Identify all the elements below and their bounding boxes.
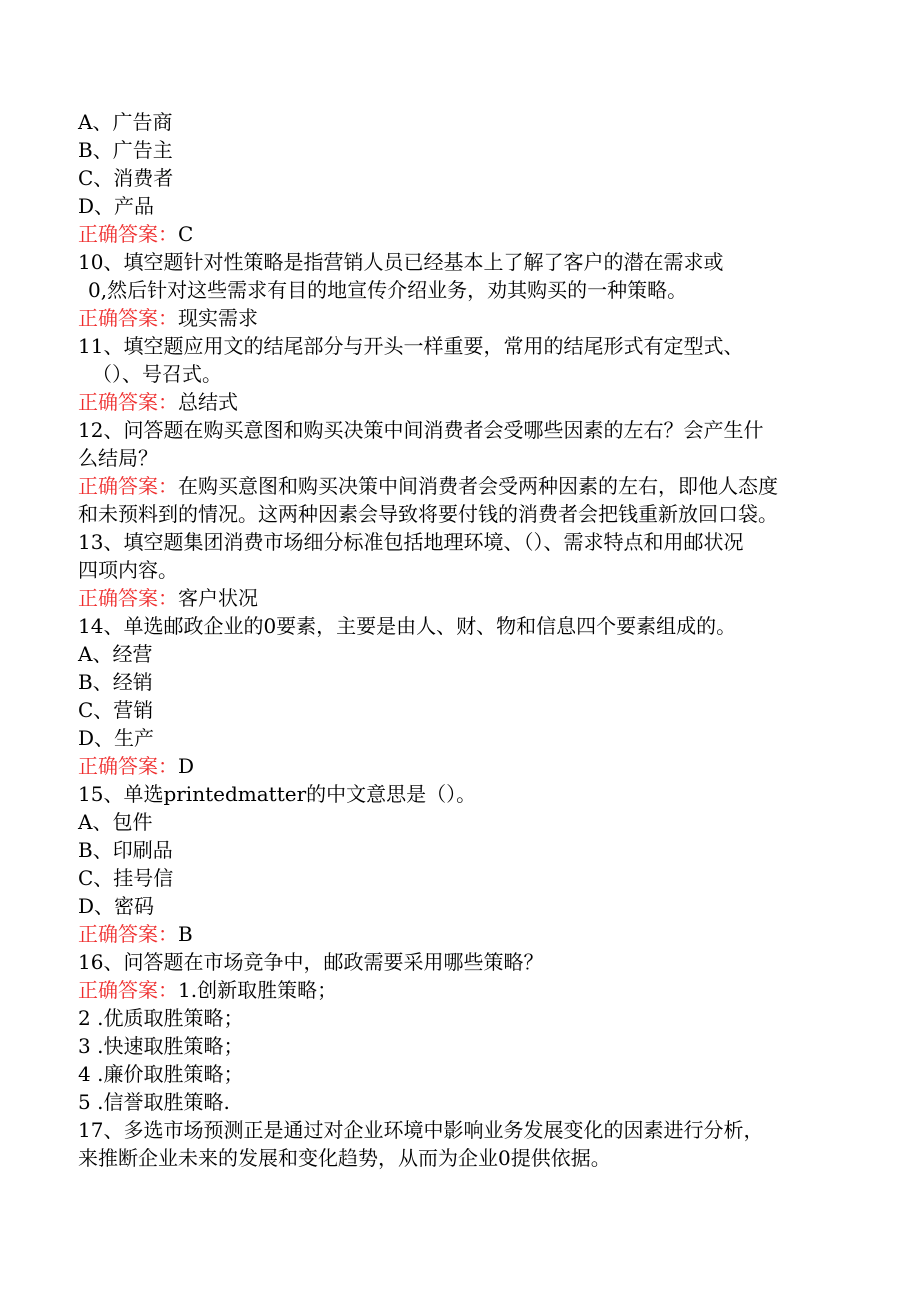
answer-line: [78, 472, 778, 500]
option-c: [78, 864, 173, 892]
answer-label: 正确答案：: [78, 922, 178, 946]
answer-value: 3 .快速取胜策略；: [78, 1034, 244, 1058]
answer-line: [78, 584, 258, 612]
option-text: A、广告商: [78, 110, 173, 134]
answer-line: [78, 304, 258, 332]
option-c: [78, 164, 173, 192]
answer-value: 和未预料到的情况。这两种因素会导致将要付钱的消费者会把钱重新放回口袋。: [78, 502, 778, 526]
answer-list-item: [78, 1032, 243, 1060]
option-text: A、经营: [78, 642, 153, 666]
question-text: 17、多选市场预测正是通过对企业环境中影响业务发展变化的因素进行分析，: [78, 1118, 764, 1142]
answer-label: 正确答案：: [78, 222, 178, 246]
question-12-cont: [78, 444, 158, 472]
option-a: [78, 108, 172, 136]
answer-value: 在购买意图和购买决策中间消费者会受两种因素的左右，即他人态度: [178, 474, 778, 498]
question-text: 15、单选printedmatter的中文意思是（）。: [78, 782, 477, 806]
option-d: [78, 892, 154, 920]
option-text: A、包件: [78, 810, 153, 834]
answer-list-item: [78, 1088, 230, 1116]
question-13-cont: [78, 556, 178, 584]
question-text: 11、填空题应用文的结尾部分与开头一样重要，常用的结尾形式有定型式、: [78, 334, 744, 358]
question-13: [78, 528, 743, 556]
question-10: [78, 248, 723, 276]
option-b: [78, 668, 153, 696]
question-text: 10、填空题针对性策略是指营销人员已经基本上了解了客户的潜在需求或: [78, 250, 724, 274]
answer-label: 正确答案：: [78, 306, 178, 330]
answer-value: 4 .廉价取胜策略；: [78, 1062, 244, 1086]
answer-list-item: [78, 1060, 243, 1088]
option-a: [78, 640, 152, 668]
option-c: [78, 696, 153, 724]
question-12: [78, 416, 763, 444]
answer-line: [78, 388, 238, 416]
answer-label: 正确答案：: [78, 474, 178, 498]
answer-label: 正确答案：: [78, 586, 178, 610]
question-14: [78, 612, 736, 640]
answer-value: 总结式: [178, 390, 238, 414]
answer-label: 正确答案：: [78, 754, 178, 778]
answer-value: D: [178, 754, 195, 778]
option-text: B、广告主: [78, 138, 173, 162]
answer-value: 客户状况: [178, 586, 258, 610]
option-d: [78, 724, 154, 752]
question-16: [78, 948, 543, 976]
answer-line: [78, 920, 193, 948]
question-text: 四项内容。: [78, 558, 178, 582]
question-17: [78, 1116, 763, 1144]
option-b: [78, 136, 173, 164]
answer-value: C: [178, 222, 194, 246]
answer-list-item: [78, 1004, 243, 1032]
option-b: [78, 836, 173, 864]
question-text: 0,然后针对这些需求有目的地宣传介绍业务，劝其购买的一种策略。: [88, 278, 688, 302]
option-text: D、密码: [78, 894, 155, 918]
question-text: 来推断企业未来的发展和变化趋势，从而为企业0提供依据。: [78, 1146, 611, 1170]
question-text: （）、号召式。: [92, 362, 222, 386]
answer-value: 2 .优质取胜策略；: [78, 1006, 244, 1030]
option-text: C、挂号信: [78, 866, 174, 890]
question-text: 13、填空题集团消费市场细分标准包括地理环境、（）、需求特点和用邮状况: [78, 530, 744, 554]
question-text: 16、问答题在市场竞争中，邮政需要采用哪些策略？: [78, 950, 544, 974]
question-text: 14、单选邮政企业的0要素，主要是由人、财、物和信息四个要素组成的。: [78, 614, 737, 638]
answer-value: B: [178, 922, 193, 946]
question-11-cont: [92, 360, 222, 388]
question-15: [78, 780, 476, 808]
option-text: B、印刷品: [78, 838, 173, 862]
question-text: 12、问答题在购买意图和购买决策中间消费者会受哪些因素的左右？会产生什: [78, 418, 764, 442]
answer-line: [78, 220, 193, 248]
answer-value: 1.创新取胜策略；: [178, 978, 338, 1002]
answer-cont: [78, 500, 778, 528]
question-10-cont: [88, 276, 687, 304]
answer-value: 现实需求: [178, 306, 258, 330]
question-text: 么结局？: [78, 446, 158, 470]
answer-label: 正确答案：: [78, 390, 178, 414]
option-text: C、消费者: [78, 166, 174, 190]
option-text: B、经销: [78, 670, 153, 694]
answer-line: [78, 752, 194, 780]
question-11: [78, 332, 743, 360]
answer-label: 正确答案：: [78, 978, 178, 1002]
question-17-cont: [78, 1144, 611, 1172]
option-a: [78, 808, 152, 836]
option-text: D、生产: [78, 726, 155, 750]
option-text: D、产品: [78, 194, 155, 218]
answer-line: [78, 976, 337, 1004]
option-text: C、营销: [78, 698, 154, 722]
answer-value: 5 .信誉取胜策略.: [78, 1090, 230, 1114]
option-d: [78, 192, 154, 220]
